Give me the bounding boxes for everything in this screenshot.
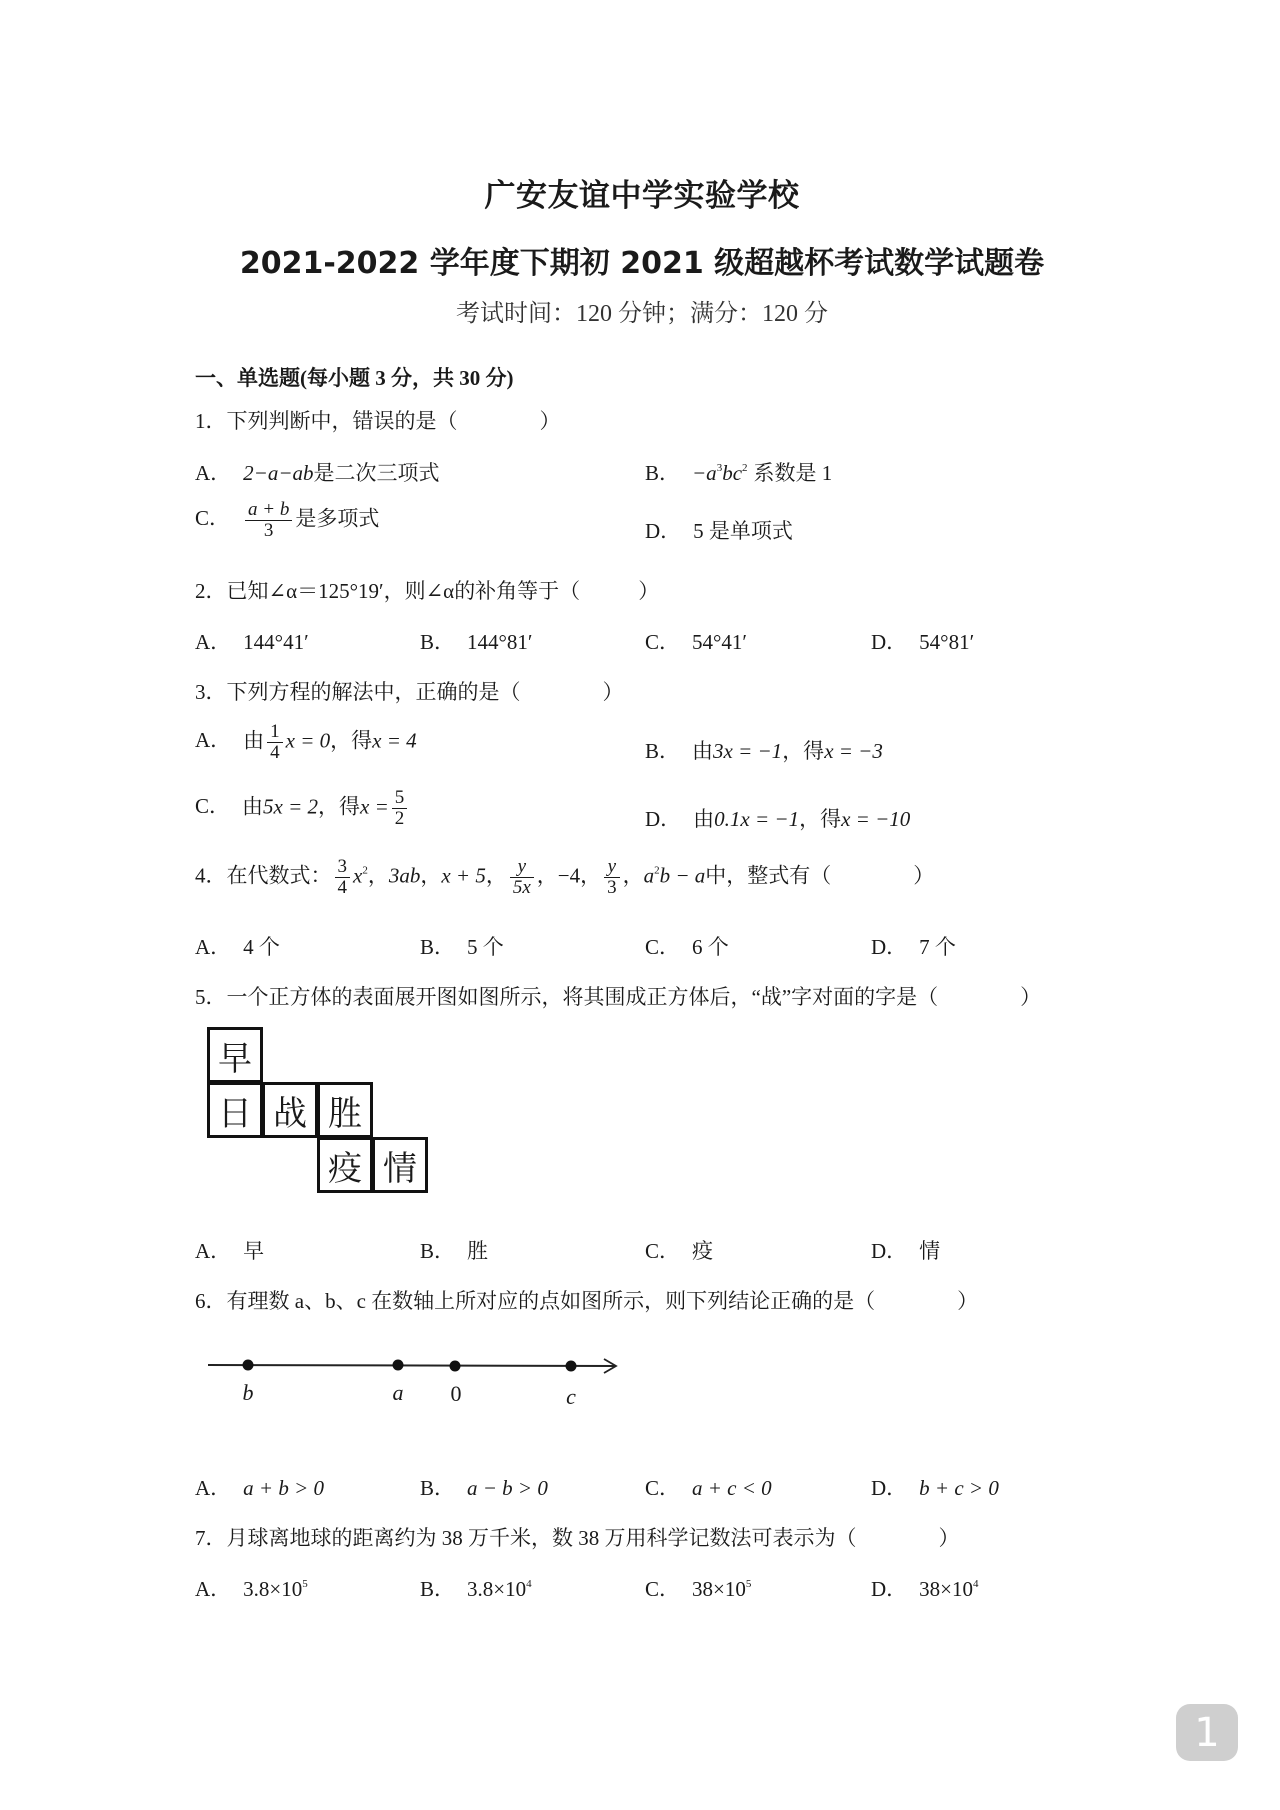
school-name: 广安友谊中学实验学校 xyxy=(484,178,800,214)
net-cell: 胜 xyxy=(317,1082,373,1138)
question-stem: 下列判断中，错误的是（ xyxy=(226,409,458,433)
net-cell: 早 xyxy=(207,1027,263,1083)
option-a: A． $3.8\times 10^5$ xyxy=(195,1577,308,1601)
fraction: $\frac{3}{4}$ xyxy=(335,857,351,898)
option-d: D． 54°81′ xyxy=(871,630,975,654)
option-a: A． a + b > 0 xyxy=(195,1476,325,1500)
option-c: C． $38\times 10^5$ xyxy=(645,1577,752,1601)
option-b: B． 144°81′ xyxy=(420,630,533,654)
question-2: 2．已知∠α＝125°19′，则∠α的补角等于（ ） xyxy=(195,579,660,603)
option-d: D． 情 xyxy=(871,1239,941,1263)
net-cell: 日 xyxy=(207,1082,263,1138)
option-c: C． $\frac{a + b}{3}$ 是多项式 xyxy=(195,499,380,541)
fraction: $\frac{y}{3}$ xyxy=(604,857,620,898)
question-3: 3．下列方程的解法中，正确的是（ ） xyxy=(195,680,624,704)
cube-net-figure xyxy=(207,1027,437,1197)
option-c: C． 由5x = 2，得x = $\frac{5}{2}$ xyxy=(195,788,410,829)
math-expr: 2−a−ab xyxy=(243,461,314,485)
option-c: C． 6 个 xyxy=(645,935,729,959)
question-number: 1． xyxy=(195,409,227,433)
point-label-zero: 0 xyxy=(450,1381,462,1406)
exam-title: 2021-2022 学年度下期初 2021 级超越杯考试数学试题卷 xyxy=(239,246,1045,281)
option-a: A． 2−a−ab是二次三项式 xyxy=(195,461,440,485)
option-b: B． 5 个 xyxy=(420,935,504,959)
question-close: ） xyxy=(539,409,561,433)
option-b: B． 由3x = −1，得x = −3 xyxy=(645,739,883,763)
option-a: A． 144°41′ xyxy=(195,630,309,654)
question-1 xyxy=(195,405,561,435)
option-b: B． a − b > 0 xyxy=(420,1476,548,1500)
question-5: 5．一个正方体的表面展开图如图所示，将其围成正方体后，“战”字对面的字是（ ） xyxy=(195,985,1042,1009)
question-6: 6．有理数 a、b、c 在数轴上所对应的点如图所示，则下列结论正确的是（ ） xyxy=(195,1289,979,1313)
fraction: $\frac{a + b}{3}$ xyxy=(245,500,292,541)
point-label-a: a xyxy=(392,1380,404,1405)
option-b: B． 胜 xyxy=(420,1239,489,1263)
option-a: A． 由 $\frac{1}{4}$ x = 0，得x = 4 xyxy=(195,721,417,763)
option-d: D． b + c > 0 xyxy=(871,1476,999,1500)
option-a: A． 4 个 xyxy=(195,935,280,959)
option-a: A． 早 xyxy=(195,1239,265,1263)
fraction: $\frac{1}{4}$ xyxy=(267,722,283,763)
option-d: D． 5 是单项式 xyxy=(645,519,793,543)
net-cell: 情 xyxy=(372,1137,428,1193)
option-c: C． 54°41′ xyxy=(645,630,748,654)
option-d: D． $38\times 10^4$ xyxy=(871,1577,979,1601)
page-number-badge[interactable]: 1 xyxy=(1176,1704,1238,1761)
fraction: $\frac{5}{2}$ xyxy=(392,788,408,829)
point-label-c: c xyxy=(566,1384,576,1409)
number-line-figure xyxy=(200,1340,640,1420)
fraction: $\frac{y}{5x}$ xyxy=(510,857,534,898)
option-c: C． 疫 xyxy=(645,1239,714,1263)
option-b: B． $-a^3bc^2$ 系数是 1 xyxy=(645,461,833,485)
section-title: 一、单选题(每小题 3 分，共 30 分) xyxy=(195,366,514,390)
exam-info: 考试时间：120 分钟；满分：120 分 xyxy=(456,301,828,327)
option-d: D． 7 个 xyxy=(871,935,956,959)
net-cell: 疫 xyxy=(317,1137,373,1193)
option-c: C． a + c < 0 xyxy=(645,1476,772,1500)
option-d: D． 由0.1x = −1，得x = −10 xyxy=(645,807,911,831)
option-b: B． $3.8\times 10^4$ xyxy=(420,1577,532,1601)
question-7: 7．月球离地球的距离约为 38 万千米，数 38 万用科学记数法可表示为（ ） xyxy=(195,1526,960,1550)
net-cell: 战 xyxy=(262,1082,318,1138)
point-label-b: b xyxy=(242,1380,254,1405)
question-4: 4．在代数式： $\frac{3}{4}$ $x^2$，3ab，x + 5， $\frac{y}{5x}$ ，−4， $\frac{y}{3}$ ，$a^2b - a$中，整式有（ ） xyxy=(195,856,935,898)
